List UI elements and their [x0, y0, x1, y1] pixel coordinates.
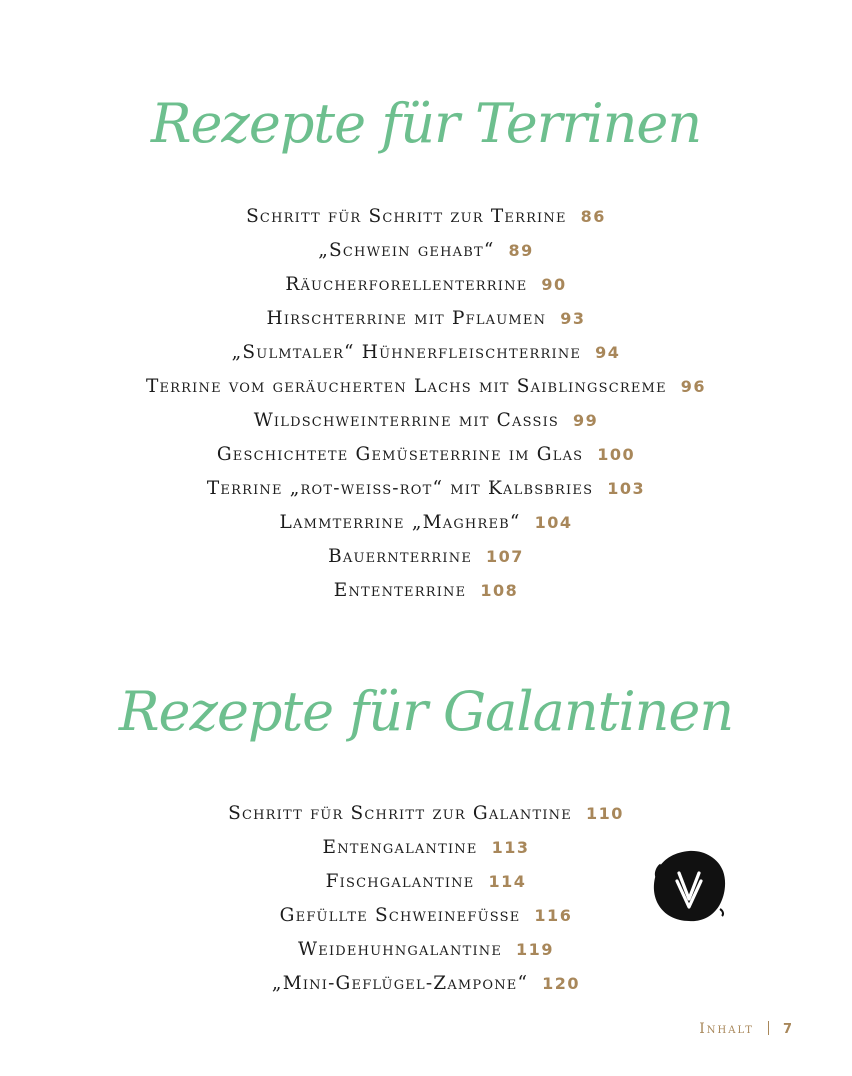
toc-entry-page: 107 — [486, 547, 524, 566]
toc-entry[interactable] — [0, 797, 852, 831]
toc-entry-page: 110 — [585, 804, 624, 823]
toc-entry-label: Ententerrine — [333, 580, 467, 601]
toc-entry-page: 86 — [580, 207, 606, 226]
toc-entry[interactable] — [0, 472, 852, 506]
footer-section-label: Inhalt — [699, 1021, 754, 1037]
toc-entry-page: 96 — [680, 377, 707, 396]
footer-page-number: 7 — [782, 1022, 794, 1037]
toc-list-terrinen — [0, 200, 852, 608]
toc-entry-label: Räucherforellenterrine — [285, 274, 528, 295]
toc-entry-page: 108 — [480, 581, 519, 600]
footer-divider — [768, 1021, 769, 1035]
toc-entry-page: 100 — [597, 445, 636, 464]
toc-entry[interactable] — [0, 506, 852, 540]
toc-entry[interactable] — [0, 336, 852, 370]
toc-entry[interactable] — [0, 234, 852, 268]
toc-entry-page: 99 — [573, 411, 599, 430]
toc-entry-label: Wildschweinterrine mit Cassis — [253, 410, 560, 431]
toc-entry-label: Fischgalantine — [325, 871, 475, 892]
section-title-galantinen: Rezepte für Galantinen — [118, 680, 734, 743]
toc-entry-page: 89 — [508, 241, 534, 260]
toc-entry-label: „Schwein gehabt“ — [318, 240, 495, 261]
toc-entry[interactable] — [0, 302, 852, 336]
page-footer — [699, 1021, 794, 1037]
toc-entry-label: Terrine „rot-weiss-rot“ mit Kalbsbries — [206, 478, 594, 499]
toc-entry-page: 93 — [560, 309, 586, 328]
toc-entry[interactable] — [0, 268, 852, 302]
toc-entry-label: „Mini-Geflügel-Zampone“ — [271, 973, 529, 994]
toc-entry[interactable] — [0, 370, 852, 404]
toc-entry[interactable] — [0, 933, 852, 967]
toc-entry-label: Gefüllte Schweinefüsse — [279, 905, 521, 926]
toc-entry-label: Bauernterrine — [328, 546, 473, 567]
toc-entry[interactable] — [0, 574, 852, 608]
toc-entry-page: 104 — [534, 513, 573, 532]
toc-entry-page: 119 — [516, 940, 554, 959]
toc-entry-page: 113 — [491, 838, 530, 857]
toc-entry-label: Entengalantine — [322, 837, 478, 858]
section-title-terrinen: Rezepte für Terrinen — [150, 92, 702, 155]
toc-entry[interactable] — [0, 540, 852, 574]
toc-entry-label: „Sulmtaler“ Hühnerfleischterrine — [231, 342, 582, 363]
toc-entry-page: 103 — [607, 479, 646, 498]
toc-entry[interactable] — [0, 438, 852, 472]
toc-entry[interactable] — [0, 200, 852, 234]
toc-entry[interactable] — [0, 967, 852, 1001]
toc-entry-label: Hirschterrine mit Pflaumen — [266, 308, 547, 329]
toc-entry[interactable] — [0, 404, 852, 438]
toc-entry-page: 94 — [595, 343, 621, 362]
toc-entry-label: Weidehuhngalantine — [298, 939, 503, 960]
vv-brush-logo-icon — [652, 849, 726, 923]
toc-entry-label: Lammterrine „Maghreb“ — [279, 512, 521, 533]
toc-entry-label: Schritt für Schritt zur Galantine — [228, 803, 572, 824]
toc-entry-page: 114 — [488, 872, 527, 891]
toc-entry-label: Schritt für Schritt zur Terrine — [246, 206, 567, 227]
toc-entry-page: 90 — [541, 275, 567, 294]
toc-entry-label: Geschichtete Gemüseterrine im Glas — [216, 444, 584, 465]
toc-entry-page: 120 — [542, 974, 581, 993]
toc-entry-label: Terrine vom geräucherten Lachs mit Saiblingscreme — [145, 376, 667, 397]
toc-entry-page: 116 — [534, 906, 573, 925]
